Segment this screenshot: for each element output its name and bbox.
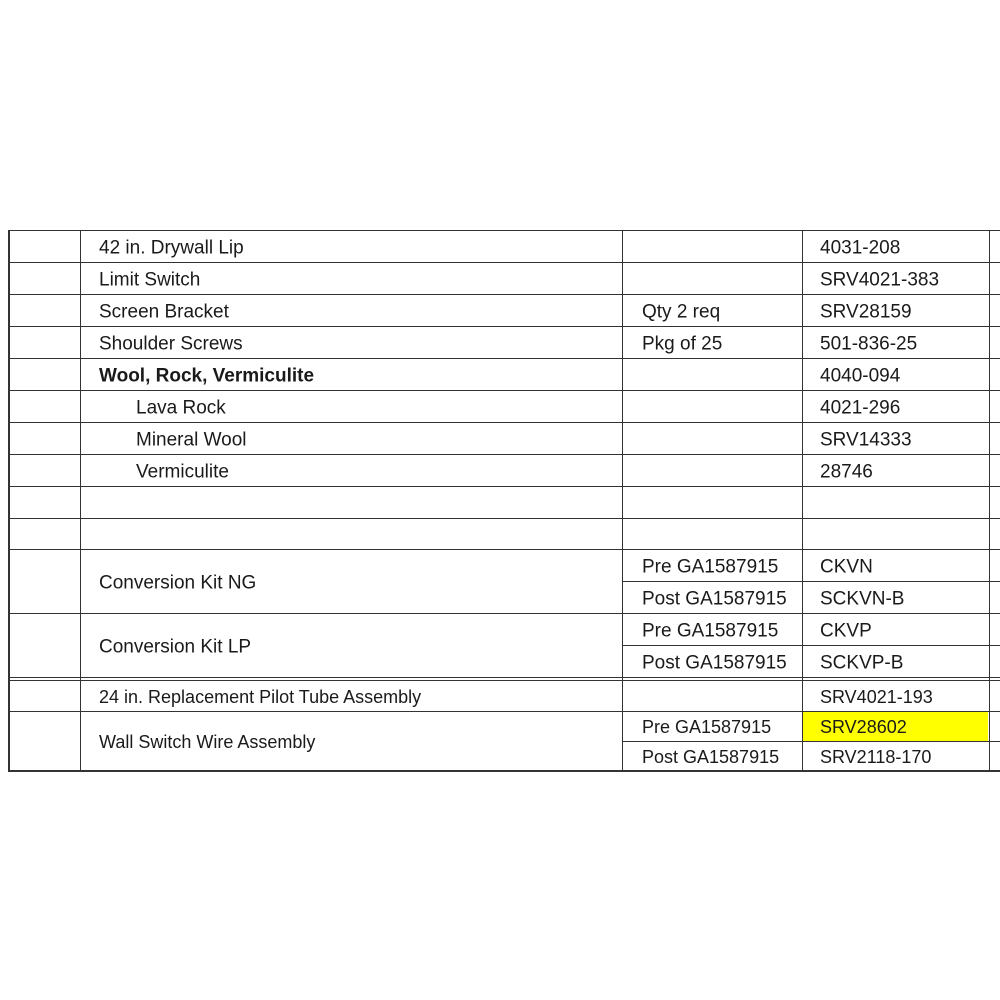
kit-variant-note: Pre GA1587915 [642, 620, 779, 642]
sub-row-rule [622, 581, 1000, 582]
part-number: 28746 [820, 461, 873, 483]
row-rule [8, 230, 1000, 231]
item-description: Limit Switch [99, 269, 201, 291]
item-description: 24 in. Replacement Pilot Tube Assembly [99, 686, 422, 707]
item-description: Mineral Wool [136, 429, 247, 451]
item-description: Lava Rock [136, 397, 226, 419]
wall-switch-variant-note: Post GA1587915 [642, 747, 780, 767]
kit-variant-note: Post GA1587915 [642, 652, 787, 674]
row-rule [8, 358, 1000, 359]
row-rule [8, 390, 1000, 391]
row-rule [8, 454, 1000, 455]
item-description: Screen Bracket [99, 301, 229, 323]
part-number: SRV4021-193 [820, 686, 933, 707]
row-rule [8, 422, 1000, 423]
kit-part-number: SCKVN-B [820, 588, 905, 610]
col-rule-2 [622, 230, 623, 771]
row-rule [8, 262, 1000, 263]
kit-part-number: CKVN [820, 556, 873, 578]
row-rule [8, 677, 1000, 678]
item-description: Shoulder Screws [99, 333, 243, 355]
wall-switch-part-number: SRV28602 [820, 717, 907, 737]
wall-switch-description: Wall Switch Wire Assembly [99, 732, 316, 752]
part-number: 4021-296 [820, 397, 901, 419]
part-number: 501-836-25 [820, 333, 918, 355]
kit-description: Conversion Kit NG [99, 572, 257, 594]
row-rule [8, 294, 1000, 295]
kit-variant-note: Pre GA1587915 [642, 556, 779, 578]
row-rule [8, 613, 1000, 614]
part-number: SRV4021-383 [820, 269, 940, 291]
col-rule-1 [80, 230, 81, 771]
wall-switch-part-number: SRV2118-170 [820, 747, 932, 767]
item-note: Pkg of 25 [642, 333, 723, 355]
row-rule [8, 518, 1000, 519]
col-rule-4 [989, 230, 990, 771]
part-number: 4031-208 [820, 237, 901, 259]
sub-row-rule [622, 645, 1000, 646]
part-number: SRV28159 [820, 301, 912, 323]
row-rule [8, 711, 1000, 712]
row-rule [8, 486, 1000, 487]
part-number: SRV14333 [820, 429, 912, 451]
item-description: 42 in. Drywall Lip [99, 237, 244, 259]
item-description: Vermiculite [136, 461, 229, 483]
kit-description: Conversion Kit LP [99, 636, 252, 658]
kit-variant-note: Post GA1587915 [642, 588, 787, 610]
row-rule [8, 549, 1000, 550]
sub-row-rule [622, 741, 1000, 742]
row-rule [8, 680, 1000, 681]
col-rule-3 [802, 230, 803, 771]
item-description: Wool, Rock, Vermiculite [99, 365, 315, 387]
wall-switch-variant-note: Pre GA1587915 [642, 717, 772, 737]
table-bottom-rule [8, 770, 1000, 772]
row-rule [8, 326, 1000, 327]
kit-part-number: CKVP [820, 620, 872, 642]
item-note: Qty 2 req [642, 301, 721, 323]
part-number: 4040-094 [820, 365, 901, 387]
kit-part-number: SCKVP-B [820, 652, 904, 674]
col-rule-left [8, 230, 10, 771]
